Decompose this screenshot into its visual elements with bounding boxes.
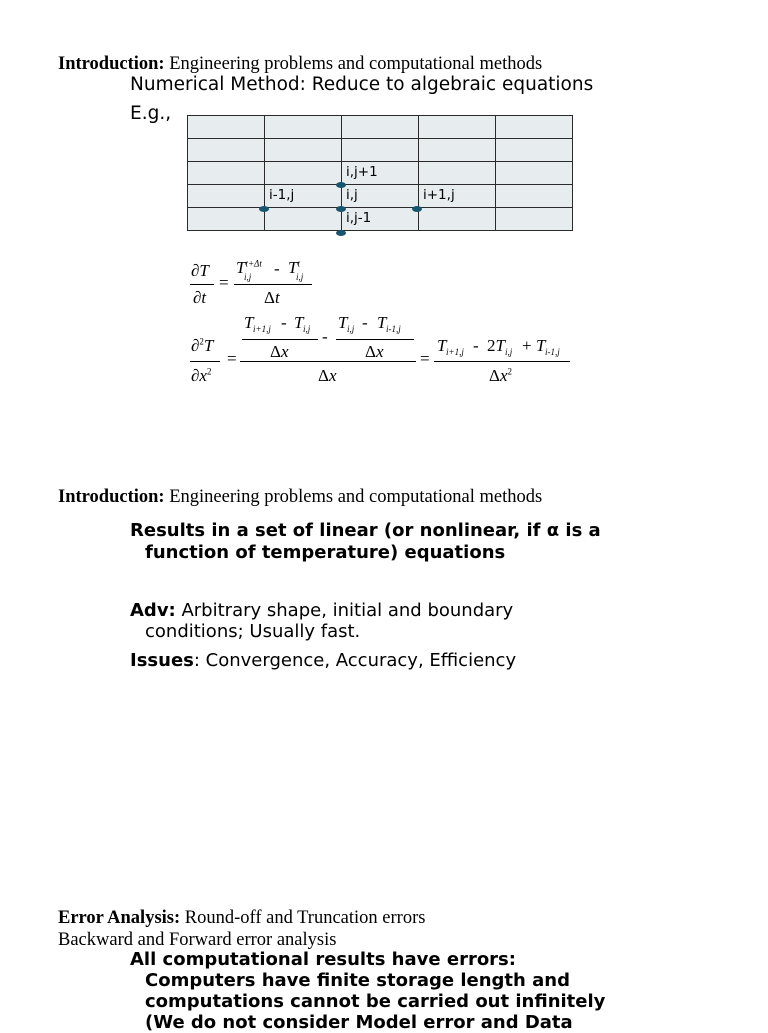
slide1-title (58, 54, 542, 75)
slide2-title-bold: Introduction: (58, 487, 165, 507)
slide1-title-bold: Introduction: (58, 54, 165, 74)
numerical-method-line: Numerical Method: Reduce to algebraic equations (130, 74, 594, 95)
errors-line2: Computers have finite storage length and (145, 970, 570, 991)
issues-label: Issues (130, 650, 194, 671)
issues-text: : Convergence, Accuracy, Efficiency (193, 650, 517, 671)
errors-line4: (We do not consider Model error and Data (145, 1012, 573, 1033)
node-bottom (336, 230, 346, 236)
linear-equations-line2: function of temperature) equations (145, 542, 506, 563)
node-top (336, 182, 346, 188)
adv-line2: conditions; Usually fast. (145, 621, 361, 642)
slide3-title-rest: Round-off and Truncation errors (180, 908, 426, 928)
linear-equations-line1: Results in a set of linear (or nonlinear, if α is a (130, 520, 601, 541)
issues-line (130, 650, 516, 671)
adv-label: Adv: (130, 600, 176, 621)
node-right (412, 206, 422, 212)
adv-text1: Arbitrary shape, initial and boundary (175, 600, 514, 621)
node-center (336, 206, 346, 212)
label-bottom-node: i,j-1 (346, 210, 372, 226)
slide2-title-rest: Engineering problems and computational methods (164, 487, 543, 507)
errors-line3: computations cannot be carried out infinitely (145, 991, 606, 1012)
slide3-subtitle: Backward and Forward error analysis (58, 930, 337, 950)
eg-label: E.g., (130, 103, 172, 124)
slide3-title (58, 908, 425, 929)
slide2-title (58, 487, 542, 508)
adv-line1 (130, 600, 513, 621)
errors-line1: All computational results have errors: (130, 949, 516, 970)
slide1-title-rest: Engineering problems and computational methods (164, 54, 543, 74)
label-right-node: i+1,j (423, 187, 455, 203)
label-top-node: i,j+1 (346, 164, 378, 180)
slide3-title-bold: Error Analysis: (58, 908, 181, 928)
label-center-node: i,j (346, 187, 358, 203)
label-left-node: i-1,j (269, 187, 295, 203)
node-left (259, 206, 269, 212)
finite-difference-grid (187, 115, 573, 231)
